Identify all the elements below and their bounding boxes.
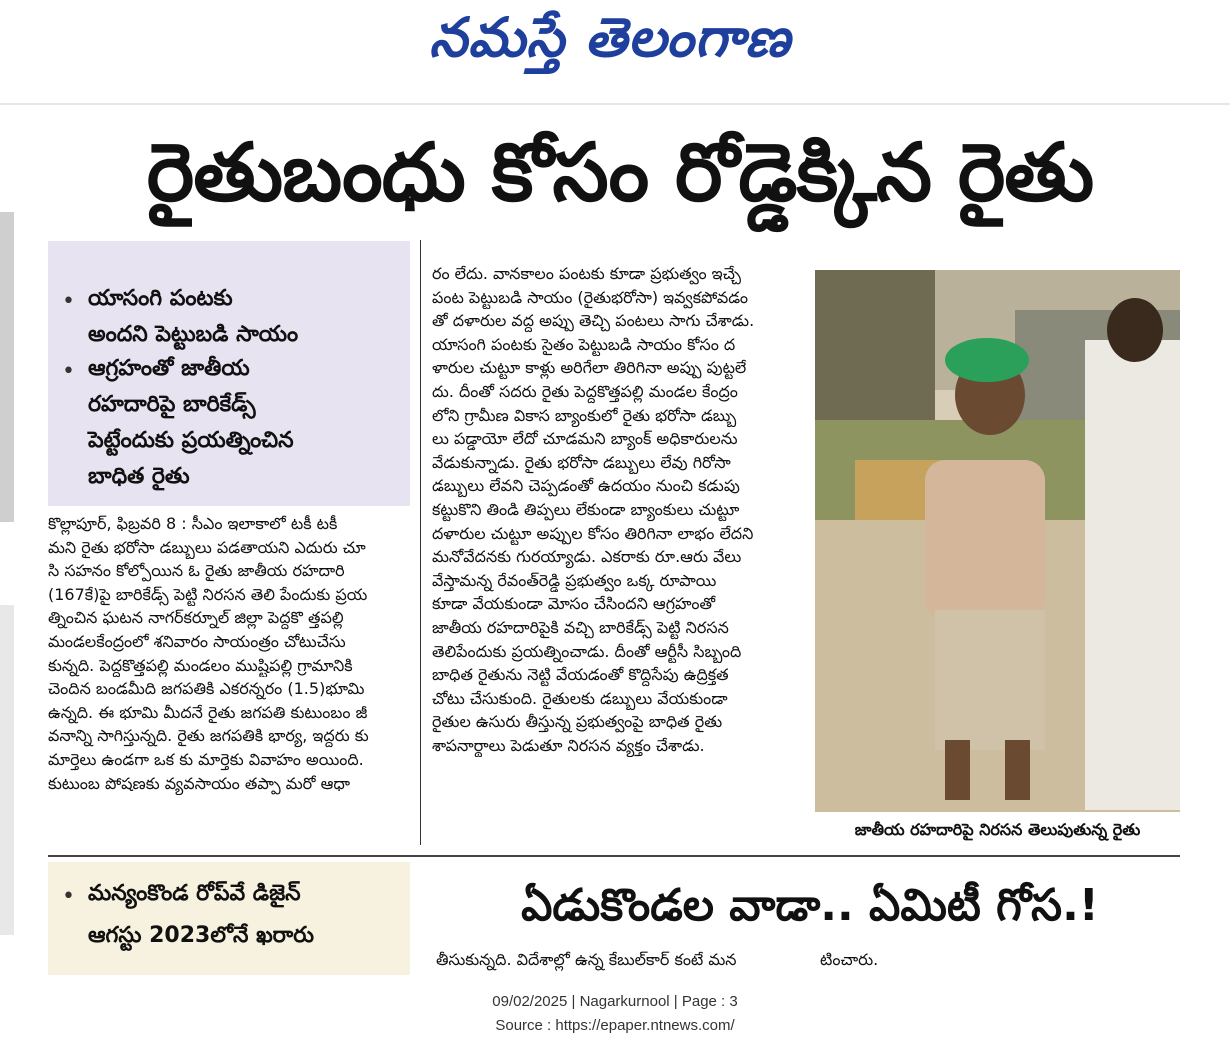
highlight-line: బాధిత రైతు xyxy=(88,464,190,489)
masthead xyxy=(0,0,1230,100)
highlights-box xyxy=(48,241,410,506)
article-line: త్నించిన ఘటన నాగర్‌కర్నూల్ జిల్లా పెద్దకొ త్తపల్లి xyxy=(48,608,344,628)
newspaper-logo: నమస్తే తెలంగాణ xyxy=(429,6,791,69)
highlight-line: రహదారిపై బారికేడ్స్ xyxy=(88,392,256,417)
article-line: కున్నది. పెద్దకొత్తపల్లి మండలం ముష్టిపల్లి గ్రామానికి xyxy=(48,655,353,675)
article-line: ళారుల చుట్టూ కాళ్లు అరిగేలా తిరిగినా అప్పు పుట్టలే xyxy=(432,358,747,378)
main-headline: రైతుబంధు కోసం రోడ్డెక్కిన రైతు xyxy=(146,126,1094,219)
second-story-headline: ఏడుకొండల వాడా.. ఏమిటీ గోస.! xyxy=(521,880,1099,931)
article-line: కొల్లాపూర్, ఫిబ్రవరి 8 : సీఎం ఇలాకాలో టకీ టకీ xyxy=(48,514,338,533)
second-story-highlights xyxy=(48,862,410,975)
article-line: శాపనార్థాలు పెడుతూ నిరసన వ్యక్తం చేశాడు. xyxy=(432,735,705,755)
article-line: మనోవేదనకు గురయ్యాడు. ఎకరాకు రూ.ఆరు వేలు xyxy=(432,547,742,567)
edition-info: 09/02/2025 | Nagarkurnool | Page : 3 xyxy=(492,993,738,1010)
article-line: బాధిత రైతును నెట్టి వేయడంతో కొద్దిసేపు ఉద్రిక్తత xyxy=(432,665,729,685)
second-story-text-right: టించారు. xyxy=(820,950,879,969)
farmer-protest-photo xyxy=(815,270,1180,812)
column-divider xyxy=(420,240,421,845)
article-line: కూడా వేయకుండా మోసం చేసిందని ఆగ్రహంతో xyxy=(432,594,716,614)
adjacent-page-strip-lower xyxy=(0,605,14,935)
highlight-line: ఆగస్టు 2023లోనే ఖరారు xyxy=(88,923,314,948)
highlight-line: మన్యంకొండ రోప్‌వే డిజైన్ xyxy=(88,881,301,906)
source-link[interactable]: Source : https://epaper.ntnews.com/ xyxy=(495,1017,735,1034)
article-line: మని రైతు భరోసా డబ్బులు పడతాయని ఎదురు చూ xyxy=(48,537,366,557)
bullet-icon: • xyxy=(62,359,75,384)
article-line: ఉన్నది. ఈ భూమి మీదనే రైతు జగపతి కుటుంబం జీ xyxy=(48,702,368,722)
article-line: తో దళారుల వద్ద అప్పు తెచ్చి పంటలు సాగు చేశాడు. xyxy=(432,311,755,331)
adjacent-page-strip xyxy=(0,212,14,522)
article-line: రైతుల ఉసురు తీస్తున్న ప్రభుత్వంపై బాధిత రైతు xyxy=(432,712,723,732)
article-line: వేడుకున్నాడు. రైతు భరోసా డబ్బులు లేవు గిరోసా xyxy=(432,452,731,472)
article-column-1 xyxy=(48,512,410,795)
article-line: లు పడ్డాయో లేదో చూడమని బ్యాంక్ అధికారులను xyxy=(432,429,738,449)
article-line: మార్తెలు ఉండగా ఒక కు మార్తెకు వివాహం అయింది. xyxy=(48,749,364,769)
article-line: కుటుంబ పోషణకు వ్యవసాయం తప్పా మరో ఆధా xyxy=(48,773,350,793)
article-line: వేస్తామన్న రేవంత్‌రెడ్డి ప్రభుత్వం ఒక్క రూపాయి xyxy=(432,570,717,590)
article-line: సి సహనం కోల్పోయిన ఓ రైతు జాతీయ రహదారి xyxy=(48,561,345,581)
article-line: జాతీయ రహదారిపైకి వచ్చి బారికేడ్స్ పెట్టి నిరసన xyxy=(432,617,729,637)
bullet-icon: • xyxy=(62,884,75,909)
highlight-line: అందని పెట్టుబడి సాయం xyxy=(88,322,299,347)
article-line: దళారుల చుట్టూ అప్పుల కోసం తిరిగినా లాభం లేదని xyxy=(432,523,754,543)
article-line: డబ్బులు లేవని చెప్పడంతో ఉదయం నుంచి కడుపు xyxy=(432,476,740,496)
highlight-line: యాసంగి పంటకు xyxy=(88,286,233,311)
article-line: లోని గ్రామీణ వికాస బ్యాంకులో రైతు భరోసా డబ్బు xyxy=(432,405,737,425)
bullet-icon: • xyxy=(62,289,75,314)
article-line: వనాన్ని సాగిస్తున్నది. రైతు జగపతికి భార్య, ఇద్దరు కు xyxy=(48,726,369,746)
article-line: రం లేదు. వానకాలం పంటకు కూడా ప్రభుత్వం ఇచ్చే xyxy=(432,264,742,283)
article-line: తెలిపేందుకు ప్రయత్నించాడు. దీంతో ఆర్టీసీ సిబ్బంది xyxy=(432,641,742,661)
article-line: మండలకేంద్రంలో శనివారం సాయంత్రం చోటుచేసు xyxy=(48,631,346,651)
masthead-divider xyxy=(0,103,1230,105)
article-line: దు. దీంతో సదరు రైతు పెద్దకొత్తపల్లి మండల కేంద్రం xyxy=(432,381,738,401)
article-line: యాసంగి పంటకు సైతం పెట్టుబడి సాయం కోసం ద xyxy=(432,334,736,354)
article-line: కట్టుకొని తిండి తిప్పలు లేకుండా బ్యాంకులు చుట్టూ xyxy=(432,499,740,519)
article-line: (167కే)పై బారికేడ్స్ పెట్టి నిరసన తెలి పేందుకు ప్రయ xyxy=(48,584,368,604)
article-column-2 xyxy=(432,262,797,757)
highlight-line: పెట్టేందుకు ప్రయత్నించిన xyxy=(88,428,294,453)
article-line: చోటు చేసుకుంది. రైతులకు డబ్బులు వేయకుండా xyxy=(432,688,728,708)
photo-caption: జాతీయ రహదారిపై నిరసన తెలుపుతున్న రైతు xyxy=(854,820,1141,839)
highlight-line: ఆగ్రహంతో జాతీయ xyxy=(88,356,250,381)
article-line: చెందిన బండమీది జగపతికి ఎకరన్నరం (1.5)భూమి xyxy=(48,679,365,699)
section-divider xyxy=(48,855,1180,857)
farmer-photo-illustration xyxy=(815,270,1180,812)
article-line: పంట పెట్టుబడి సాయం (రైతుభరోసా) ఇవ్వకపోవడం xyxy=(432,287,748,307)
second-story-text: తీసుకున్నది. విదేశాల్లో ఉన్న కేబుల్‌కార్ కంటే మన xyxy=(436,950,737,969)
page-footer xyxy=(0,990,1230,1038)
